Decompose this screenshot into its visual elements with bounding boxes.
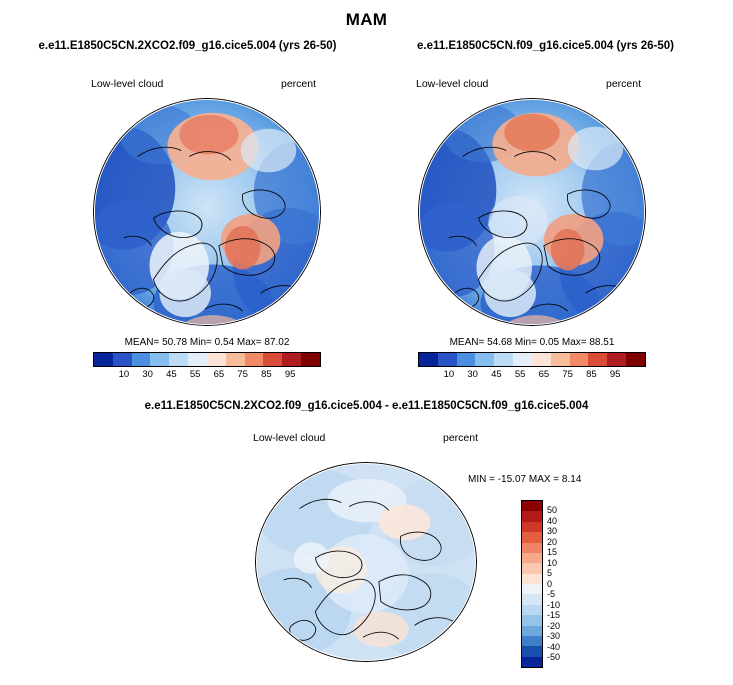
colorbar-tick: 30: [467, 369, 478, 380]
colorbar-cell: [494, 353, 513, 366]
colorbar-cell: [245, 353, 264, 366]
colorbar-tick-text: 0: [547, 578, 553, 589]
colorbar-tick-text: -40: [547, 641, 561, 652]
colorbar-tick-text: 10: [547, 557, 558, 568]
colorbar-cell: [94, 353, 113, 366]
diff-colorbar: [521, 500, 543, 668]
left-panel-title: e.e11.E1850C5CN.2XCO2.f09_g16.cice5.004 (yrs 26-50): [38, 40, 337, 52]
left-variable-label: Low-level cloud: [91, 78, 164, 90]
colorbar-cell: [522, 657, 542, 667]
colorbar-tick: 95: [284, 369, 296, 380]
right-stats: MEAN= 54.68 Min= 0.05 Max= 88.51: [449, 337, 615, 348]
colorbar-cell: [475, 353, 494, 366]
colorbar-cell: [522, 501, 542, 511]
colorbar-tick: 30: [142, 369, 153, 380]
colorbar-tick-text: 20: [547, 536, 558, 547]
colorbar-cell: [522, 543, 542, 553]
colorbar-cell: [207, 353, 226, 366]
colorbar-cell: [522, 553, 542, 563]
colorbar-tick: 75: [562, 369, 573, 380]
colorbar-cell: [438, 353, 457, 366]
colorbar-cell: [226, 353, 245, 366]
left-stats: MEAN= 50.78 Min= 0.54 Max= 87.02: [124, 337, 290, 348]
diff-map: [255, 462, 477, 662]
colorbar-tick-text: 50: [547, 505, 558, 515]
figure-title: MAM: [345, 10, 388, 29]
right-map: [418, 98, 646, 326]
colorbar-cell: [113, 353, 132, 366]
colorbar-tick-text: -30: [547, 631, 561, 642]
colorbar-tick: 10: [443, 369, 455, 380]
colorbar-cell: [522, 522, 542, 532]
colorbar-cell: [626, 353, 645, 366]
colorbar-tick-text: -50: [547, 652, 561, 663]
left-colorbar: [93, 352, 321, 367]
colorbar-tick: 45: [491, 369, 502, 380]
colorbar-tick-text: 15: [547, 547, 558, 558]
right-variable-label: Low-level cloud: [416, 78, 489, 90]
diff-variable-label: Low-level cloud: [253, 432, 326, 444]
colorbar-cell: [588, 353, 607, 366]
colorbar-tick-text: 5: [547, 568, 553, 579]
diff-colorbar-ticks: [547, 505, 577, 668]
colorbar-cell: [522, 615, 542, 625]
diff-panel-title: e.e11.E1850C5CN.2XCO2.f09_g16.cice5.004 - e.e11.E1850C5CN.f09_g16.cice5.004: [144, 400, 589, 412]
colorbar-tick: [547, 652, 577, 668]
colorbar-cell: [513, 353, 532, 366]
diff-units-label: percent: [443, 432, 479, 444]
colorbar-tick: 85: [586, 369, 597, 380]
colorbar-tick-text: -20: [547, 620, 561, 631]
colorbar-cell: [522, 646, 542, 656]
right-colorbar: [418, 352, 646, 367]
colorbar-tick-text: 30: [547, 526, 558, 537]
colorbar-cell: [522, 532, 542, 542]
colorbar-tick: 45: [166, 369, 177, 380]
colorbar-tick-text: -5: [547, 589, 556, 600]
colorbar-tick-text: -15: [547, 610, 561, 621]
colorbar-tick: 10: [118, 369, 130, 380]
left-globe-svg: [93, 98, 321, 326]
right-colorbar-ticks: [437, 369, 627, 383]
colorbar-tick: 95: [609, 369, 621, 380]
colorbar-cell: [282, 353, 301, 366]
colorbar-tick: 55: [189, 369, 201, 380]
right-units-label: percent: [606, 78, 642, 90]
colorbar-cell: [607, 353, 626, 366]
colorbar-cell: [188, 353, 207, 366]
colorbar-tick: 55: [514, 369, 526, 380]
colorbar-cell: [457, 353, 476, 366]
diff-globe-svg: [255, 462, 477, 662]
colorbar-cell: [522, 626, 542, 636]
colorbar-cell: [522, 574, 542, 584]
colorbar-cell: [522, 636, 542, 646]
right-globe-svg: [418, 98, 646, 326]
colorbar-tick-text: 40: [547, 515, 558, 526]
diff-stats: MIN = -15.07 MAX = 8.14: [468, 474, 582, 485]
colorbar-cell: [301, 353, 320, 366]
colorbar-cell: [522, 563, 542, 573]
colorbar-tick: 65: [538, 369, 550, 380]
left-colorbar-ticks: [112, 369, 302, 383]
colorbar-tick: 65: [213, 369, 225, 380]
colorbar-cell: [132, 353, 151, 366]
right-panel-title: e.e11.E1850C5CN.f09_g16.cice5.004 (yrs 26-50): [416, 40, 674, 52]
colorbar-cell: [522, 511, 542, 521]
left-map: [93, 98, 321, 326]
colorbar-cell: [522, 584, 542, 594]
colorbar-cell: [551, 353, 570, 366]
colorbar-cell: [570, 353, 589, 366]
colorbar-tick: 85: [261, 369, 272, 380]
colorbar-cell: [522, 605, 542, 615]
colorbar-cell: [150, 353, 169, 366]
colorbar-cell: [419, 353, 438, 366]
colorbar-cell: [522, 594, 542, 604]
colorbar-cell: [532, 353, 551, 366]
colorbar-tick-text: -10: [547, 599, 561, 610]
colorbar-cell: [263, 353, 282, 366]
colorbar-cell: [169, 353, 188, 366]
colorbar-tick: 75: [237, 369, 248, 380]
left-units-label: percent: [281, 78, 317, 90]
